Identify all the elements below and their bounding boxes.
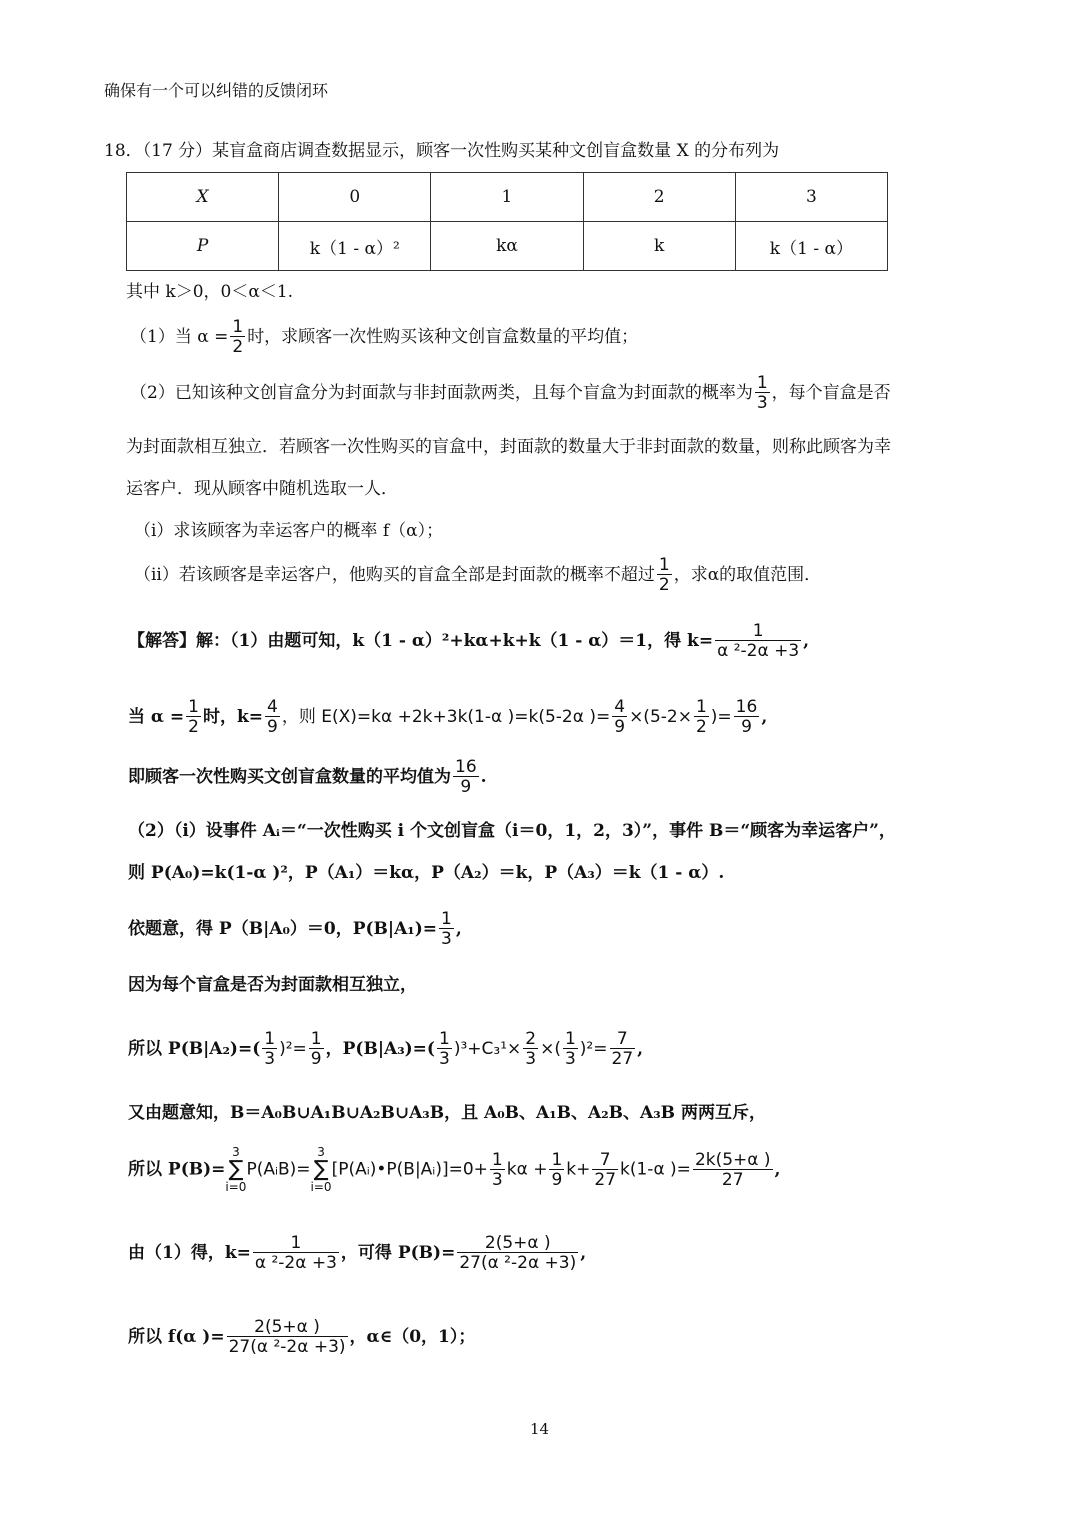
table-cell: 0: [279, 173, 431, 222]
question-2-line2: 为封面款相互独立．若顾客一次性购买的盲盒中，封面款的数量大于非封面款的数量，则称此顾客为幸: [126, 437, 891, 457]
table-cell: k（1 - α）²: [279, 222, 431, 271]
table-cell: 1: [431, 173, 583, 222]
table-cell: kα: [431, 222, 583, 271]
text: （1）当 α =: [130, 327, 229, 347]
problem-title: 18．（17 分）某盲盒商店调查数据显示，顾客一次性购买某种文创盲盒数量 X 的分布列为: [104, 141, 780, 161]
text: ，求α的取值范围．: [673, 565, 822, 585]
table-cell: k（1 - α）: [735, 222, 887, 271]
table-cell: k: [583, 222, 735, 271]
question-1: [130, 318, 638, 357]
fraction: $\frac{1}{2}$: [658, 555, 670, 595]
solution-line-11: 由（1）得，k= $\frac{1}{\text{α ²-2α +3}}$ ，可得 P(B)= $\frac{2(5+\alpha )}{\text{27(α ²-2α +3)}}$ ,: [128, 1233, 587, 1273]
solution-line-9: 又由题意知，B＝A₀B∪A₁B∪A₂B∪A₃B，且 A₀B、A₁B、A₂B、A₃B 两两互斥，: [128, 1103, 766, 1123]
table-row: [127, 222, 888, 271]
question-2-ii: [134, 556, 821, 595]
solution-line-8: 所以 P(B|A₂)=( $\frac{1}{3}$ )²= $\frac{1}{9}$ ，P(B|A₃)=( $\frac{1}{3}$ )³+C₃¹× $\frac{2}{3}$ ×( $\frac{1}{3}$ )²= $\frac{7}{27}$ ,: [128, 1029, 644, 1069]
solution-line-1: 【解答】解：（1）由题可知，k（1 - α）²+kα+k+k（1 - α）＝1，得 k= $\frac{1}{\text{α ²-2α +3}}$ ,: [128, 621, 810, 661]
fraction: $\frac{1}{\text{α ²-2α +3}}$: [717, 621, 800, 661]
solution-line-12: 所以 f(α )= $\frac{2(5+\alpha )}{\text{27(α ²-2α +3)}}$ ，α∈（0，1）；: [128, 1317, 476, 1357]
condition-line: 其中 k＞0，0＜α＜1.: [126, 282, 294, 302]
sum-icon: 3 ∑ i=0: [310, 1145, 332, 1194]
solution-line-10: 所以 P(B)= 3 ∑ i=0 P(AᵢB)= 3 ∑ i=0 [P(Aᵢ)•P(B|Aᵢ)]=0+ $\frac{1}{3}$ kα + $\frac{1}{9}$ k+ $\frac{7}{27}$ k(1-α )= $\frac{2k(5+\alpha )}{27}$ ,: [128, 1145, 781, 1194]
text: 时，求顾客一次性购买该种文创盲盒数量的平均值；: [247, 327, 639, 347]
table-cell: 3: [735, 173, 887, 222]
text: ，每个盲盒是否: [771, 383, 891, 403]
solution-line-7: 因为每个盲盒是否为封面款相互独立，: [128, 975, 417, 995]
solution-line-6: 依题意，得 P（B|A₀）＝0，P(B|A₁)= $\frac{1}{3}$ ,: [128, 909, 462, 949]
text: （2）已知该种文创盲盒分为封面款与非封面款两类，且每个盲盒为封面款的概率为: [130, 383, 753, 403]
header-note: 确保有一个可以纠错的反馈闭环: [104, 81, 329, 100]
page-number: 14: [530, 1420, 550, 1438]
solution-line-5: 则 P(A₀)=k(1-α )²，P（A₁）＝kα，P（A₂）＝k，P（A₃）＝k（1 - α）.: [128, 863, 725, 883]
table-cell: P: [127, 222, 279, 271]
solution-line-4: （2）（i）设事件 Aᵢ＝“一次性购买 i 个文创盲盒（i＝0，1，2，3）”，事件 B＝“顾客为幸运客户”，: [128, 821, 896, 841]
solution-line-2: 当 α = $\frac{1}{2}$ 时，k= $\frac{4}{9}$ ，则 E(X)=kα +2k+3k(1-α )=k(5-2α )= $\frac{4}{9}$ ×(5-2× $\frac{1}{2}$ )= $\frac{16}{9}$ ,: [128, 697, 768, 737]
text: （ii）若该顾客是幸运客户，他购买的盲盒全部是封面款的概率不超过: [134, 565, 655, 585]
question-2: [130, 374, 891, 413]
table-cell: 2: [583, 173, 735, 222]
question-2-i: （i）求该顾客为幸运客户的概率 f（α）；: [134, 521, 444, 541]
text: 【解答】解：（1）由题可知，k（1 - α）²+kα+k+k（1 - α）＝1，得 k=: [128, 631, 714, 651]
table-row: [127, 173, 888, 222]
table-cell: X: [127, 173, 279, 222]
fraction: $\frac{1}{3}$: [756, 373, 768, 413]
distribution-table: [126, 172, 888, 271]
solution-line-3: 即顾客一次性购买文创盲盒数量的平均值为 $\frac{16}{9}$ .: [128, 757, 487, 797]
fraction: $\frac{1}{2}$: [232, 317, 244, 357]
sum-icon: 3 ∑ i=0: [225, 1145, 247, 1194]
question-2-line3: 运客户．现从顾客中随机选取一人．: [126, 479, 398, 499]
